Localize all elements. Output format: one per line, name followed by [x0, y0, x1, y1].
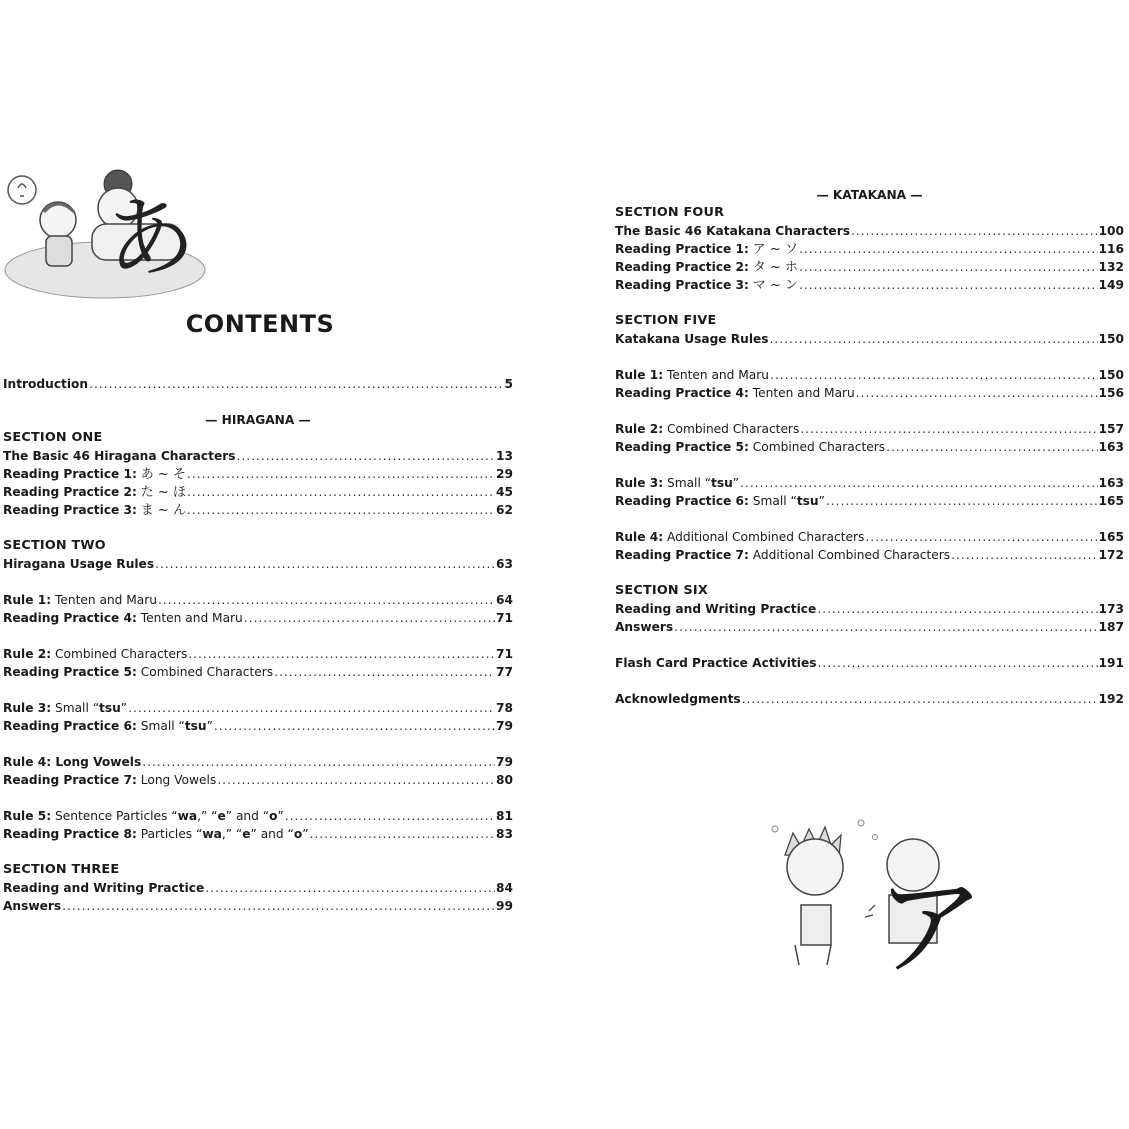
katakana-heading: — KATAKANA — [816, 188, 923, 202]
spacer [615, 456, 1124, 474]
dot-leader [188, 645, 495, 663]
toc-entry[interactable]: Reading Practice 5: Combined Characters ..... 77 [3, 663, 513, 681]
toc-entry[interactable]: Reading and Writing Practice ..... 173 [615, 600, 1124, 618]
dot-leader [799, 240, 1098, 258]
toc-entry[interactable]: Rule 3: Small “ tsu ” ..... 78 [3, 699, 513, 717]
dot-leader [244, 609, 495, 627]
spacer [615, 564, 1124, 582]
dot-leader [865, 528, 1097, 546]
spacer [3, 519, 513, 537]
toc-entry[interactable]: Reading Practice 7: Additional Combined Characters ..... 172 [615, 546, 1124, 564]
katakana-a-glyph: ア [875, 863, 985, 975]
spacer [615, 294, 1124, 312]
toc-entry[interactable]: Rule 5: Sentence Particles “ wa ,” “ e ” and “ o ” ..... 81 [3, 807, 513, 825]
toc-left-column [3, 375, 513, 915]
toc-entry[interactable]: Reading Practice 4: Tenten and Maru ..... 156 [615, 384, 1124, 402]
dot-leader [187, 483, 495, 501]
hiragana-heading: — HIRAGANA — [205, 413, 311, 427]
toc-entry[interactable]: Rule 4: Long Vowels ..... 79 [3, 753, 513, 771]
dot-leader [158, 591, 495, 609]
toc-entry[interactable]: Answers ..... 99 [3, 897, 513, 915]
toc-entry[interactable]: Rule 4: Additional Combined Characters ..... 165 [615, 528, 1124, 546]
spacer [615, 510, 1124, 528]
toc-entry[interactable]: Reading Practice 5: Combined Characters ..... 163 [615, 438, 1124, 456]
dot-leader [274, 663, 495, 681]
dot-leader [187, 501, 495, 519]
toc-entry[interactable]: The Basic 46 Katakana Characters ..... 100 [615, 222, 1124, 240]
toc-entry[interactable]: Rule 3: Small “ tsu ” ..... 163 [615, 474, 1124, 492]
toc-entry[interactable]: Rule 1: Tenten and Maru ..... 150 [615, 366, 1124, 384]
dot-leader [740, 474, 1097, 492]
toc-right-column [615, 186, 1124, 708]
dot-leader [799, 258, 1098, 276]
toc-entry[interactable]: Reading and Writing Practice ..... 84 [3, 879, 513, 897]
dot-leader [800, 420, 1097, 438]
dot-leader [217, 771, 495, 789]
toc-entry[interactable]: Reading Practice 8: Particles “ wa ,” “ e ” and “ o ” ..... 83 [3, 825, 513, 843]
hiragana-chibi-illustration [0, 150, 220, 320]
toc-entry[interactable]: The Basic 46 Hiragana Characters ..... 13 [3, 447, 513, 465]
dot-leader [155, 555, 495, 573]
toc-entry[interactable]: Reading Practice 2: タ ~ ホ ..... 132 [615, 258, 1124, 276]
dot-leader [770, 366, 1098, 384]
toc-entry[interactable]: Flash Card Practice Activities ..... 191 [615, 654, 1124, 672]
dot-leader [886, 438, 1097, 456]
dot-leader [236, 447, 495, 465]
dot-leader [817, 654, 1097, 672]
dot-leader [214, 717, 495, 735]
dot-leader [89, 375, 503, 393]
toc-entry[interactable]: Rule 1: Tenten and Maru ..... 64 [3, 591, 513, 609]
dot-leader [62, 897, 495, 915]
dot-leader [770, 330, 1098, 348]
section-one-heading: SECTION ONE [3, 430, 103, 445]
toc-entry[interactable]: Rule 2: Combined Characters ..... 71 [3, 645, 513, 663]
toc-entry[interactable]: Acknowledgments ..... 192 [615, 690, 1124, 708]
dot-leader [674, 618, 1097, 636]
section-two-heading: SECTION TWO [3, 538, 106, 553]
katakana-chibi-illustration [765, 815, 995, 975]
lightbulb-icon [8, 176, 36, 204]
dot-leader [817, 600, 1097, 618]
toc-entry[interactable]: Hiragana Usage Rules ..... 63 [3, 555, 513, 573]
dot-leader [851, 222, 1098, 240]
dot-leader [310, 825, 496, 843]
toc-entry[interactable]: Reading Practice 3: ま ~ ん ..... 62 [3, 501, 513, 519]
spacer [615, 636, 1124, 654]
hiragana-a-glyph: あ [97, 179, 202, 297]
dot-leader [799, 276, 1098, 294]
spacer [3, 573, 513, 591]
spacer [3, 627, 513, 645]
toc-entry[interactable]: Reading Practice 7: Long Vowels ..... 80 [3, 771, 513, 789]
spacer [615, 402, 1124, 420]
spacer [615, 348, 1124, 366]
toc-entry[interactable]: Reading Practice 3: マ ~ ン ..... 149 [615, 276, 1124, 294]
toc-entry[interactable]: Reading Practice 1: あ ~ そ ..... 29 [3, 465, 513, 483]
toc-entry[interactable]: Katakana Usage Rules ..... 150 [615, 330, 1124, 348]
dot-leader [856, 384, 1098, 402]
spacer [3, 393, 513, 411]
dot-leader [951, 546, 1097, 564]
section-four-heading: SECTION FOUR [615, 205, 725, 220]
spacer [3, 843, 513, 861]
spacer [3, 681, 513, 699]
page-title: CONTENTS [185, 310, 335, 338]
toc-entry-introduction[interactable]: Introduction ..... 5 [3, 375, 513, 393]
dot-leader [142, 753, 495, 771]
dot-leader [742, 690, 1098, 708]
dot-leader [205, 879, 495, 897]
dot-leader [285, 807, 495, 825]
dot-leader [128, 699, 495, 717]
dot-leader [826, 492, 1098, 510]
spacer [3, 735, 513, 753]
toc-entry[interactable]: Rule 2: Combined Characters ..... 157 [615, 420, 1124, 438]
section-three-heading: SECTION THREE [3, 862, 120, 877]
toc-entry[interactable]: Reading Practice 1: ア ~ ソ ..... 116 [615, 240, 1124, 258]
toc-entry[interactable]: Reading Practice 4: Tenten and Maru ..... 71 [3, 609, 513, 627]
toc-entry[interactable]: Reading Practice 6: Small “ tsu ” ..... 165 [615, 492, 1124, 510]
dot-leader [187, 465, 495, 483]
section-five-heading: SECTION FIVE [615, 313, 717, 328]
spacer [615, 672, 1124, 690]
toc-entry[interactable]: Reading Practice 6: Small “ tsu ” ..... 79 [3, 717, 513, 735]
section-six-heading: SECTION SIX [615, 583, 708, 598]
toc-entry[interactable]: Reading Practice 2: た ~ ほ ..... 45 [3, 483, 513, 501]
spacer [3, 789, 513, 807]
toc-entry[interactable]: Answers ..... 187 [615, 618, 1124, 636]
